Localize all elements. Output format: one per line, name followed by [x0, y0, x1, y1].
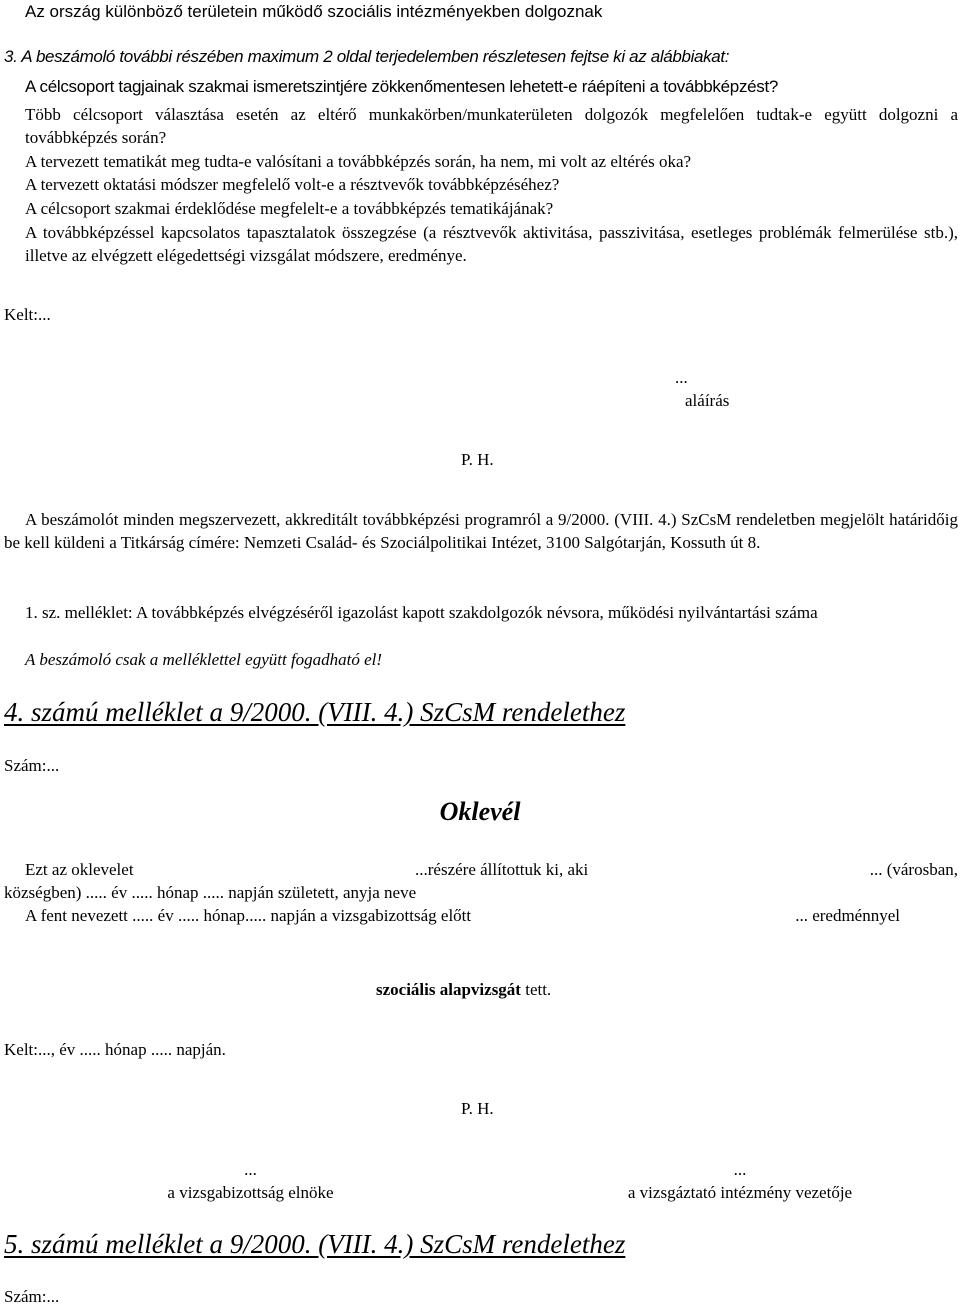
oklevel-line-2: községben) ..... év ..... hónap ..... napján született, anyja neve: [4, 883, 417, 902]
ph-stamp-1: P. H.: [461, 450, 494, 469]
signer-2-dots: ...: [733, 1160, 747, 1179]
signer-2: [600, 1158, 880, 1204]
item3-heading: 3. A beszámoló további részében maximum 2 oldal terjedelemben részletesen fejtse ki az alábbiakat:: [4, 47, 730, 66]
question-6: A továbbképzéssel kapcsolatos tapasztalatok összegzése (a résztvevők aktivitása, passzivitása, esetleges problémák felmerülése stb.), illetve az elvégzett elégedettségi vizsgálat módszere, eredménye.: [25, 223, 958, 265]
annex4-heading: 4. számú melléklet a 9/2000. (VIII. 4.) SzCsM rendelethez: [4, 697, 626, 727]
item3-section: [4, 45, 960, 68]
attachment-note: A beszámoló csak a melléklettel együtt fogadható el!: [25, 650, 383, 669]
oklevel-title: Oklevél: [439, 797, 521, 826]
szam-line-1: Szám:...: [4, 756, 60, 775]
signer-1-dots: ...: [244, 1160, 257, 1179]
exam-phrase: szociális alapvizsgát tett.: [376, 980, 552, 999]
oklevel-line-3: A fent nevezett ..... év ..... hónap..... napján a vizsgabizottság előtt ... eredménnyel: [25, 906, 900, 925]
signature-label: aláírás: [685, 391, 730, 410]
question-2: Több célcsoport választása esetén az eltérő munkakörben/munkaterületen dolgozók megfelelően tudtak-e együtt dolgozni a továbbképzés során?: [25, 105, 958, 147]
question-5: A célcsoport szakmai érdeklődése megfelelt-e a továbbképzés tematikájának?: [25, 199, 554, 218]
szam-line-2: Szám:...: [4, 1287, 60, 1306]
attachment-text: 1. sz. melléklet: A továbbképzés elvégzéséről igazolást kapott szakdolgozók névsora, működési nyilvántartási száma: [25, 603, 818, 622]
kelt-line-1: Kelt:...: [4, 305, 51, 324]
oklevel-line-1: Ezt az oklevelet ...részére állítottuk ki, aki ... (városban,: [25, 860, 958, 879]
signature-dots: ...: [675, 368, 688, 387]
signer-1: [138, 1158, 363, 1204]
ph-stamp-2: P. H.: [461, 1099, 494, 1118]
kelt-line-2: Kelt:..., év ..... hónap ..... napján.: [4, 1040, 226, 1059]
annex5-heading: 5. számú melléklet a 9/2000. (VIII. 4.) SzCsM rendelethez: [4, 1229, 626, 1259]
signer-2-label: a vizsgáztató intézmény vezetője: [627, 1183, 853, 1202]
question-4: A tervezett oktatási módszer megfelelő volt-e a résztvevők továbbképzéséhez?: [25, 175, 560, 194]
question-3: A tervezett tematikát meg tudta-e valósítani a továbbképzés során, ha nem, mi volt az eltérés oka?: [25, 152, 692, 171]
question-1: A célcsoport tagjainak szakmai ismeretszintjére zökkenőmentesen lehetett-e ráépíteni a továbbképzést?: [25, 77, 779, 96]
submit-text: A beszámolót minden megszervezett, akkreditált továbbképzési programról a 9/2000. (VIII. 4.) SzCsM rendeletben megjelölt határidőig be kell küldeni a Titkárság címére: Nemzeti Család- és Szociálpolitikai Intézet, 3100 Salgótarján, Kossuth út 8.: [4, 510, 958, 552]
signer-1-label: a vizsgabizottság elnöke: [167, 1183, 334, 1202]
top-line: Az ország különböző területein működő szociális intézményekben dolgoznak: [25, 2, 603, 21]
